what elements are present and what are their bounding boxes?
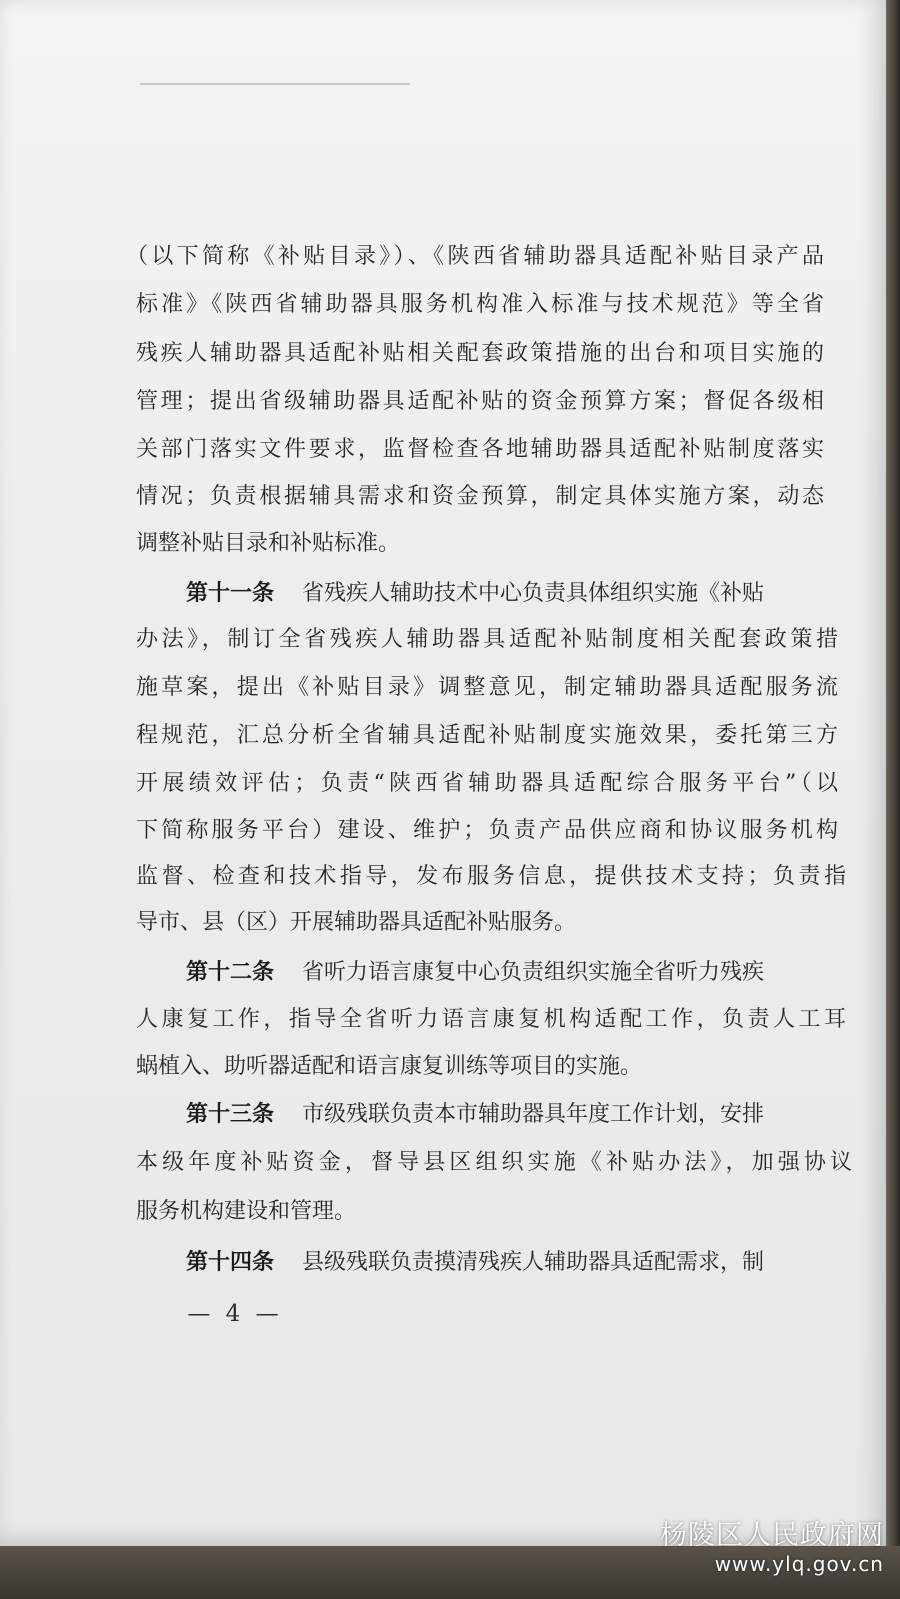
article-11-line: 导市、县（区）开展辅助器具适配补贴服务。 — [136, 910, 577, 935]
article-12-number: 第十二条 — [186, 959, 275, 985]
article-11-line: 办法》，制订全省残疾人辅助器具适配补贴制度相关配套政策措 — [136, 627, 838, 652]
article-13-first-line — [0, 1094, 886, 1134]
article-14-first-line — [0, 1242, 886, 1282]
article-13-number: 第十三条 — [186, 1101, 275, 1127]
watermark-url: www.ylq.gov.cn — [714, 1552, 884, 1576]
site-watermark — [644, 1520, 884, 1576]
page-number: — 4 — — [187, 1301, 283, 1327]
page-edge-shadow — [886, 0, 900, 1546]
article-11-line: 监督、检查和技术指导，发布服务信息，提供技术支持；负责指 — [136, 864, 846, 889]
article-11-line: 下简称服务平台）建设、维护；负责产品供应商和协议服务机构 — [136, 818, 838, 843]
paragraph-line: 残疾人辅助器具适配补贴相关配套政策措施的出台和项目实施的 — [136, 341, 824, 366]
article-12-line: 人康复工作，指导全省听力语言康复机构适配工作，负责人工耳 — [136, 1007, 846, 1032]
watermark-title: 杨陵区人民政府网 — [660, 1520, 884, 1551]
article-11-line: 开展绩效评估；负责“陕西省辅助器具适配综合服务平台”（以 — [136, 771, 838, 796]
article-13-text: 市级残联负责本市辅助器具年度工作计划，安排 — [302, 1102, 765, 1127]
article-12-first-line — [0, 952, 886, 992]
paragraph-line: （以下简称《补贴目录》）、《陕西省辅助器具适配补贴目录产品 — [126, 244, 824, 269]
article-12-line: 蜗植入、助听器适配和语言康复训练等项目的实施。 — [136, 1054, 643, 1079]
article-11-first-line — [0, 573, 886, 613]
article-11-text: 省残疾人辅助技术中心负责具体组织实施《补贴 — [302, 581, 765, 606]
article-13-line: 服务机构建设和管理。 — [136, 1199, 357, 1224]
article-14-number: 第十四条 — [186, 1249, 275, 1275]
paragraph-line: 情况；负责根据辅具需求和资金预算，制定具体实施方案，动态 — [136, 484, 824, 509]
paragraph-line: 关部门落实文件要求，监督检查各地辅助器具适配补贴制度落实 — [136, 437, 824, 462]
paragraph-line: 标准》《陕西省辅助器具服务机构准入标准与技术规范》等全省 — [136, 292, 824, 317]
article-12-text: 省听力语言康复中心负责组织实施全省听力残疾 — [302, 960, 765, 985]
header-rule — [140, 83, 410, 85]
article-11-line: 施草案，提出《补贴目录》调整意见，制定辅助器具适配服务流 — [136, 675, 838, 700]
article-11-line: 程规范，汇总分析全省辅具适配补贴制度实施效果，委托第三方 — [136, 723, 838, 748]
article-14-text: 县级残联负责摸清残疾人辅助器具适配需求，制 — [302, 1250, 765, 1275]
article-11-number: 第十一条 — [186, 580, 275, 606]
paragraph-line: 管理；提出省级辅助器具适配补贴的资金预算方案；督促各级相 — [136, 389, 824, 414]
paragraph-line: 调整补贴目录和补贴标准。 — [136, 531, 401, 556]
article-13-line: 本级年度补贴资金，督导县区组织实施《补贴办法》，加强协议 — [136, 1150, 852, 1175]
